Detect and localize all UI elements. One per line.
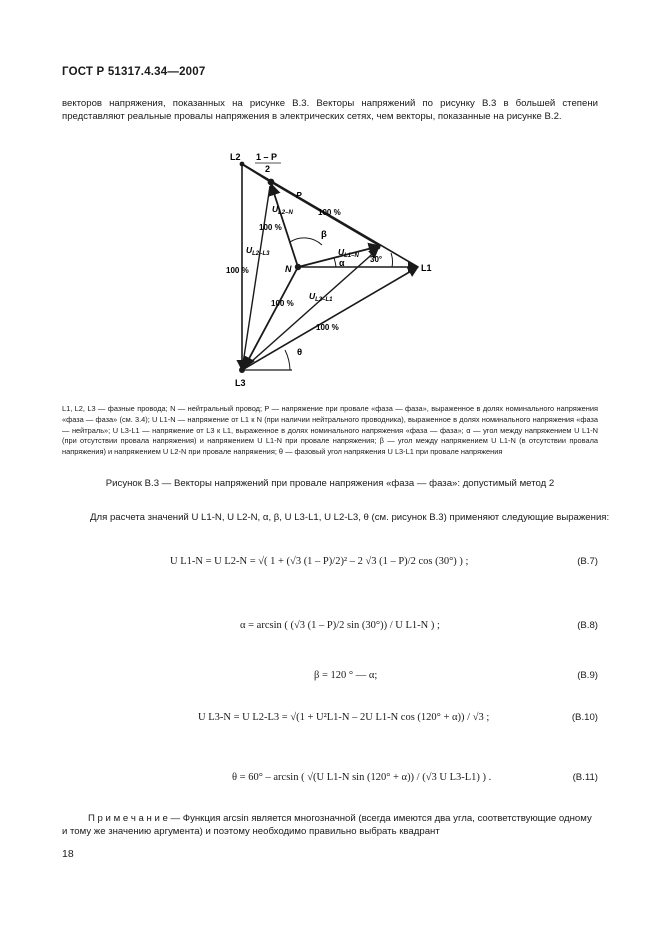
equation-b10 <box>198 712 489 723</box>
label-u-l2n: $U_{L2-N}$ <box>272 204 293 216</box>
node-l1-dip <box>376 245 381 250</box>
label-l3: L3 <box>235 378 246 388</box>
equation-b7 <box>170 556 468 567</box>
node-l3 <box>239 367 245 373</box>
equation-b8-body: ( (√3 (1 – P)/2 sin (30°)) / U L1-N ) ; <box>284 620 440 631</box>
equation-b10-lhs: U L3-N = U L2-L3 = <box>198 712 288 723</box>
equation-b11-body: ( √(U L1-N sin (120° + α)) / (√3 U L3-L1) ) . <box>301 772 492 783</box>
label-frac-num: 1 – P <box>256 152 278 162</box>
note-label: П р и м е ч а н и е <box>88 813 168 824</box>
arc-alpha <box>334 258 336 267</box>
label-l2: L2 <box>230 152 241 162</box>
equation-b7-body: √( 1 + (√3 (1 – P)/2)² – 2 √3 (1 – P)/2 cos (30°) ) ; <box>258 556 469 567</box>
equation-b11-lhs: θ = 60° – arcsin <box>232 772 299 783</box>
label-pct-top: 100 % <box>318 208 341 217</box>
label-u-l2l3: $U_{L2-L3}$ <box>246 245 270 257</box>
label-l1: L1 <box>421 263 432 273</box>
label-pct-l2n: 100 % <box>259 223 282 232</box>
equation-b9-number: (В.9) <box>577 670 598 681</box>
equation-b10-number: (В.10) <box>571 712 598 723</box>
arc-theta <box>285 350 290 370</box>
label-pct-left: 100 % <box>226 266 249 275</box>
equation-b11 <box>232 772 491 783</box>
equation-b11-number: (В.11) <box>572 772 598 783</box>
label-pct-mid: 100 % <box>271 299 294 308</box>
node-p <box>268 179 275 186</box>
equation-b7-number: (В.7) <box>577 556 598 567</box>
label-30deg: 30° <box>370 255 383 264</box>
label-theta: θ <box>297 347 303 358</box>
label-pct-bottom: 100 % <box>316 323 339 332</box>
document-header: ГОСТ Р 51317.4.34—2007 <box>62 66 206 78</box>
equation-b9: β = 120 ° — α; <box>314 670 378 681</box>
label-beta: β <box>321 229 327 240</box>
note-paragraph <box>62 812 598 839</box>
intro-paragraph: векторов напряжения, показанных на рисунке В.3. Векторы напряжений по рисунку В.3 в большей степени представляют реальные провалы напряжения в электрических сетях, чем векторы, показанные на рисунке В.2. <box>62 98 598 123</box>
vector-l3-p <box>242 186 270 370</box>
label-u-l1n: $U_{L1-N}$ <box>338 247 359 259</box>
label-u-l3l1: $U_{L3-L1}$ <box>309 291 333 303</box>
figure-legend: L1, L2, L3 — фазные провода; N — нейтральный провод; P — напряжение при провале «фаза — фаза», выраженное в долях номинального напряжения «фаза — фаза» (см. 3.4); U L1-N — напряжение от L1 к N (при наличии нейтрального проводника), выраженное в долях номинального напряжения «фаза — нейтраль»; U L3-L1 — напряжение от L3 к L1, выраженное в долях номинального напряжения «фаза — фаза»; α — угол между напряжением U L1-N (при отсутствии провала напряжения) и напряжением U L1-N при провале напряжения; β — угол между напряжением U L1-N (в отсутствии провала напряжения) и напряжением U L2-N при провале напряжения; θ — фазовый угол напряжения U L3-L1 при провале напряжения <box>62 404 598 457</box>
equation-b8-number: (В.8) <box>577 620 598 631</box>
label-frac-den: 2 <box>265 164 271 174</box>
node-l2 <box>240 162 245 167</box>
equation-b8-lhs: α = arcsin <box>240 620 282 631</box>
side-l3-l1 <box>242 267 418 370</box>
arc-30 <box>391 253 393 267</box>
arc-beta <box>290 238 322 245</box>
page-number: 18 <box>62 848 74 860</box>
calc-intro: Для расчета значений U L1-N, U L2-N, α, β, U L3-L1, U L2-L3, θ (см. рисунок В.3) применяют следующие выражения: <box>90 512 610 523</box>
label-n: N <box>285 264 292 274</box>
note-text: — Функция arcsin является многозначной (всегда имеются два угла, соответствующие одному и тому же значению аргумента) и поэтому необходимо правильно выбрать квадрант <box>62 813 592 838</box>
equation-b7-lhs: U L1-N = U L2-N = <box>170 556 256 567</box>
vector-diagram <box>222 148 442 393</box>
label-p: P <box>296 190 302 200</box>
label-alpha: α <box>339 258 345 268</box>
equation-b10-body: √(1 + U²L1-N – 2U L1-N cos (120° + α)) / √3 ; <box>290 712 490 723</box>
node-n <box>295 264 301 270</box>
figure-caption: Рисунок В.3 — Векторы напряжений при провале напряжения «фаза — фаза»: допустимый метод 2 <box>105 478 555 489</box>
equation-b8 <box>240 620 440 631</box>
